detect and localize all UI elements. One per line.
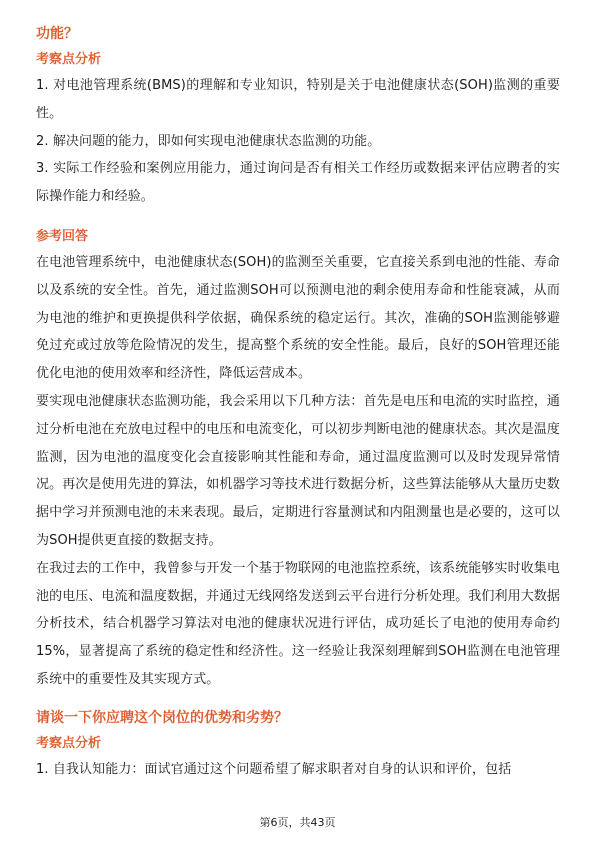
analysis-item: 1. 对电池管理系统(BMS)的理解和专业知识，特别是关于电池健康状态(SOH)监测的重要性。 [36,78,560,121]
answer-paragraph: 要实现电池健康状态监测功能，我会采用以下几种方法：首先是电压和电流的实时监控，通过分析电池在充放电过程中的电压和电流变化，可以初步判断电池的健康状态。其次是温度监测，因为电池的温度变化会直接影响其性能和寿命，通过温度监测可以及时发现异常情况。再次是使用先进的算法，如机器学习等技术进行数据分析，这些算法能够从大量历史数据中学习并预测电池的未来表现。最后，定期进行容量测试和内阻测量也是必要的，这可以为SOH提供更直接的数据支持。 [36,393,561,548]
answer-paragraph: 在电池管理系统中，电池健康状态(SOH)的监测至关重要，它直接关系到电池的性能、寿命以及系统的安全性。首先，通过监测SOH可以预测电池的剩余使用寿命和性能衰减，从而为电池的维护和更换提供科学依据，确保系统的稳定运行。其次，准确的SOH监测能够避免过充或过放等危险情况的发生，提高整个系统的安全性能。最后，良好的SOH管理还能优化电池的使用效率和经济性，降低运营成本。 [36,254,560,382]
analysis-heading: 考察点分析 [36,735,102,751]
question-title: 功能？ [36,26,78,42]
answer-paragraph: 在我过去的工作中，我曾参与开发一个基于物联网的电池监控系统，该系统能够实时收集电池的电压、电流和温度数据，并通过无线网络发送到云平台进行分析处理。我们利用大数据分析技术，结合机器学习算法对电池的健康状况进行评估，成功延长了电池的使用寿命约15%，显著提高了系统的稳定性和经济性。这一经验让我深刻理解到SOH监测在电池管理系统中的重要性及其实现方式。 [36,560,561,687]
page-number: 第6页，共43页 [259,816,336,829]
analysis-item: 3. 实际工作经验和案例应用能力，通过询问是否有相关工作经历或数据来评估应聘者的实际操作能力和经验。 [36,161,560,205]
document-page [36,22,560,784]
question-title: 请谈一下你应聘这个岗位的优势和劣势？ [36,709,288,726]
answer-heading: 参考回答 [36,228,89,244]
analysis-heading: 考察点分析 [36,52,102,67]
analysis-item: 2. 解决问题的能力，即如何实现电池健康状态监测的功能。 [36,133,381,149]
analysis-item: 1. 自我认知能力：面试官通过这个问题希望了解求职者对自身的认识和评价，包括 [36,761,512,777]
